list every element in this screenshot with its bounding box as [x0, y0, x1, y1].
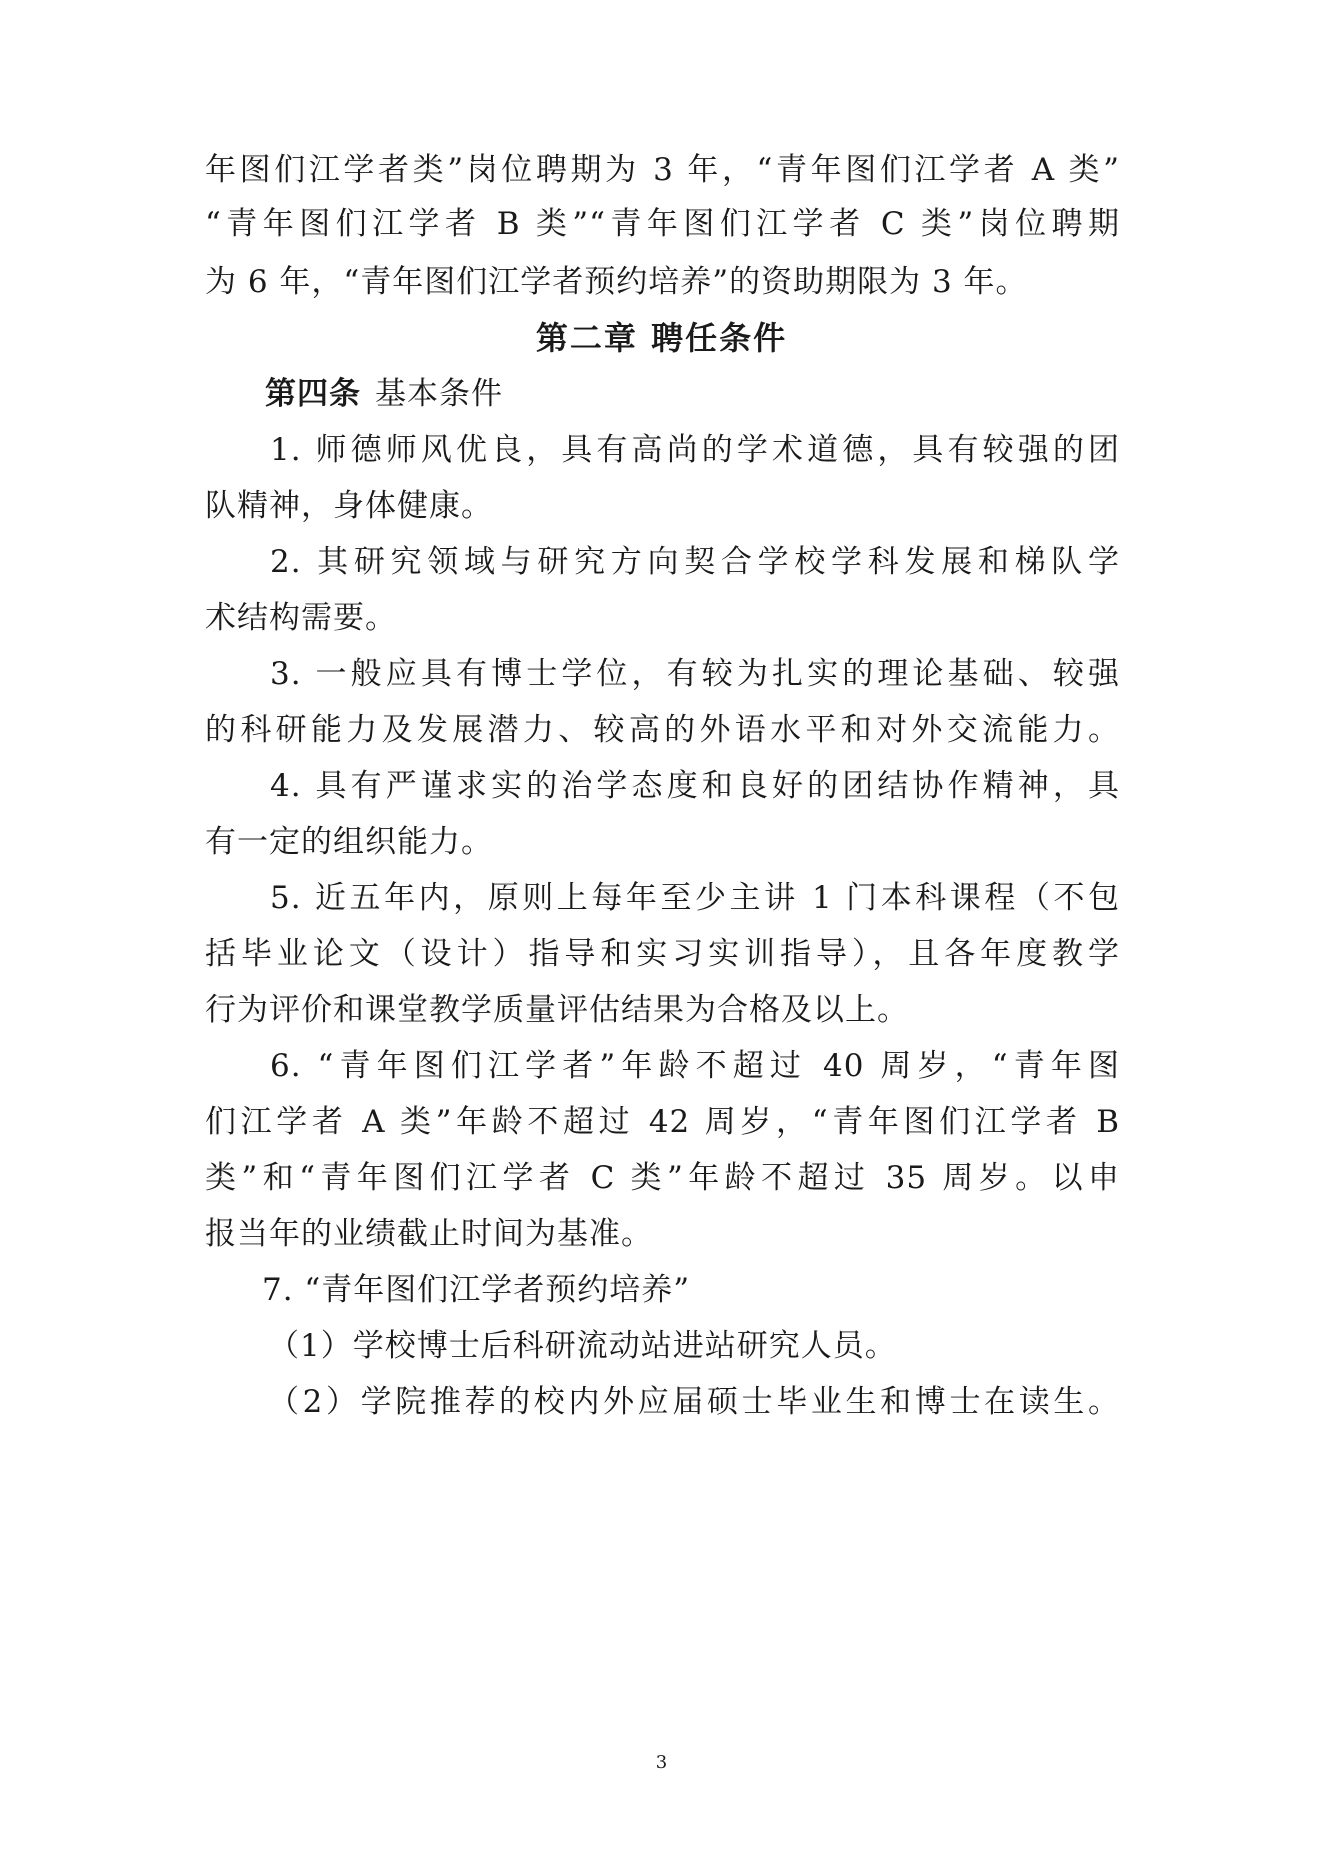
article-heading — [265, 374, 1115, 414]
list-item-line: 括毕业论文（设计）指导和实习实训指导），且各年度教学 — [205, 936, 1120, 972]
intro-line: 为 6 年，“青年图们江学者预约培养”的资助期限为 3 年。 — [205, 264, 1028, 300]
intro-line: “青年图们江学者 B 类”“青年图们江学者 C 类”岗位聘期 — [205, 206, 1120, 242]
list-item-line: 6. “青年图们江学者”年龄不超过 40 周岁，“青年图 — [270, 1048, 1120, 1084]
sub-item: （2）学院推荐的校内外应届硕士毕业生和博士在读生。 — [268, 1384, 1120, 1420]
list-item-line: 有一定的组织能力。 — [205, 824, 493, 860]
list-item-line: 2. 其研究领域与研究方向契合学校学科发展和梯队学 — [270, 544, 1120, 580]
list-item-line: 7. “青年图们江学者预约培养” — [262, 1272, 691, 1308]
article-subtitle: 基本条件 — [375, 376, 503, 412]
chapter-heading: 第二章 聘任条件 — [535, 319, 788, 357]
list-item-line: 1. 师德师风优良，具有高尚的学术道德，具有较强的团 — [270, 432, 1120, 468]
list-item-line: 5. 近五年内，原则上每年至少主讲 1 门本科课程（不包 — [270, 880, 1120, 916]
article-title: 第四条 — [265, 376, 361, 412]
list-item-line: 们江学者 A 类”年龄不超过 42 周岁，“青年图们江学者 B — [205, 1104, 1120, 1140]
list-item-line: 的科研能力及发展潜力、较高的外语水平和对外交流能力。 — [205, 712, 1120, 748]
sub-item: （1）学校博士后科研流动站进站研究人员。 — [268, 1328, 897, 1364]
list-item-line: 队精神，身体健康。 — [205, 488, 493, 524]
list-item-line: 4. 具有严谨求实的治学态度和良好的团结协作精神，具 — [270, 768, 1120, 804]
list-item-line: 术结构需要。 — [205, 600, 397, 636]
list-item-line: 行为评价和课堂教学质量评估结果为合格及以上。 — [205, 992, 909, 1028]
list-item-line: 3. 一般应具有博士学位，有较为扎实的理论基础、较强 — [270, 656, 1120, 692]
page-number: 3 — [655, 1752, 668, 1773]
intro-line: 年图们江学者类”岗位聘期为 3 年，“青年图们江学者 A 类” — [205, 152, 1120, 188]
list-item-line: 报当年的业绩截止时间为基准。 — [205, 1216, 653, 1252]
list-item-line: 类”和“青年图们江学者 C 类”年龄不超过 35 周岁。以申 — [205, 1160, 1120, 1196]
